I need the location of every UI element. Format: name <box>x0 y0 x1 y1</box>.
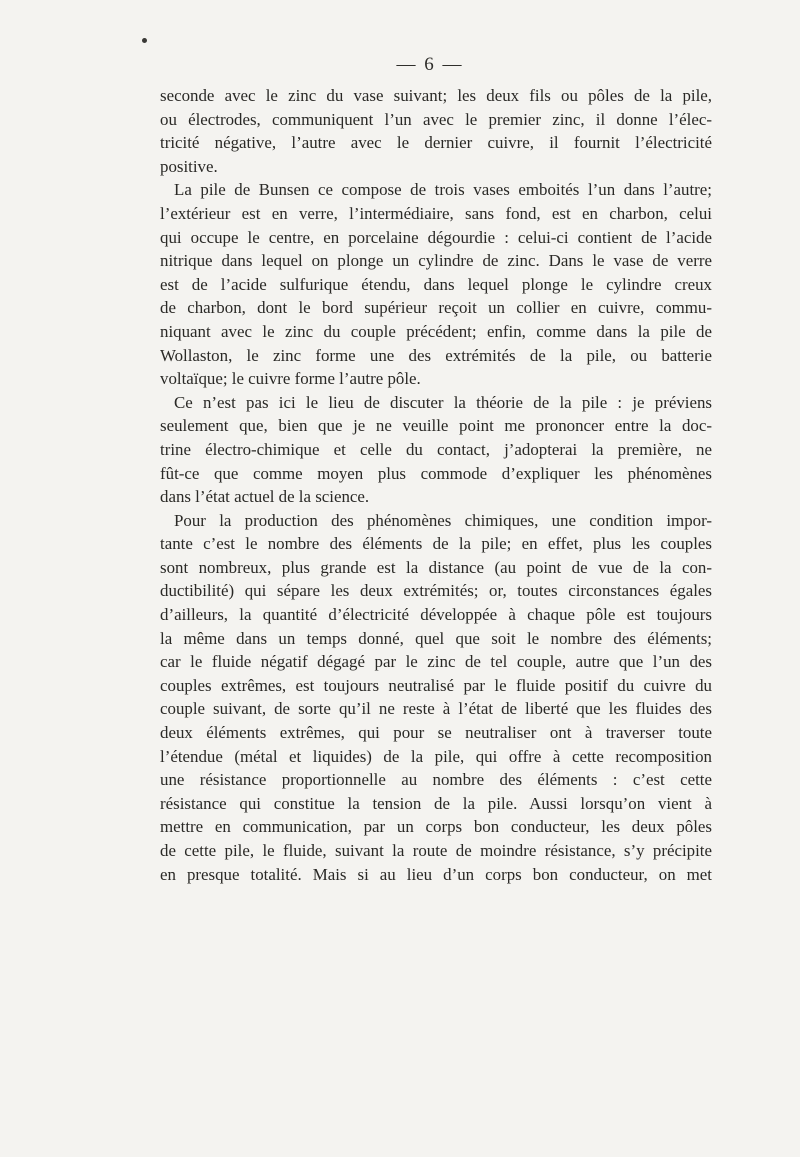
text-line: tante c’est le nombre des éléments de la pile; en effet, plus les couples <box>160 534 712 554</box>
text-line: la même dans un temps donné, quel que soit le nombre des éléments; <box>160 628 712 648</box>
text-line: résistance qui constitue la tension de la pile. Aussi lorsqu’on vient à <box>160 793 712 813</box>
text-line: sont nombreux, plus grande est la distance (au point de vue de la con- <box>160 557 712 577</box>
text-line: car le fluide négatif dégagé par le zinc de tel couple, autre que l’un des <box>160 652 712 672</box>
text-line: d’ailleurs, la quantité d’électricité développée à chaque pôle est toujours <box>160 605 712 625</box>
text-line: l’extérieur est en verre, l’intermédiaire, sans fond, est en charbon, celui <box>160 203 712 223</box>
text-line: niquant avec le zinc du couple précédent; enfin, comme dans la pile de <box>160 321 712 341</box>
text-line: deux éléments extrêmes, qui pour se neutraliser ont à traverser toute <box>160 723 712 743</box>
text-line: trine électro-chimique et celle du contact, j’adopterai la première, ne <box>160 439 712 459</box>
text-line: tricité négative, l’autre avec le dernier cuivre, il fournit l’électricité <box>160 133 712 153</box>
paragraph-3 <box>160 391 712 509</box>
text-line: de charbon, dont le bord supérieur reçoit un collier en cuivre, commu- <box>160 298 712 318</box>
paragraph-2 <box>160 178 712 390</box>
text-line: couple suivant, de sorte qu’il ne reste à l’état de liberté que les fluides des <box>160 699 712 719</box>
text-line: Wollaston, le zinc forme une des extrémités de la pile, ou batterie <box>160 345 712 365</box>
ink-speck <box>142 38 147 43</box>
text-line: voltaïque; le cuivre forme l’autre pôle. <box>160 369 421 389</box>
text-line: de cette pile, le fluide, suivant la route de moindre résistance, s’y précipite <box>160 841 712 860</box>
text-line: seulement que, bien que je ne veuille point me prononcer entre la doc- <box>160 416 712 436</box>
text-line: seconde avec le zinc du vase suivant; les deux fils ou pôles de la pile, <box>160 86 712 105</box>
body-text <box>160 84 712 886</box>
text-line: en presque totalité. Mais si au lieu d’un corps bon conducteur, on met <box>160 864 712 884</box>
text-line: ou électrodes, communiquent l’un avec le premier zinc, il donne l’élec- <box>160 109 712 129</box>
page-number: — 6 — <box>396 54 464 75</box>
text-line: ductibilité) qui sépare les deux extrémités; or, toutes circonstances égales <box>160 581 712 601</box>
paragraph-4 <box>160 509 712 887</box>
text-line: Ce n’est pas ici le lieu de discuter la théorie de la pile : je préviens <box>174 392 712 412</box>
text-line: l’étendue (métal et liquides) de la pile, qui offre à cette recomposition <box>160 746 712 766</box>
text-line: dans l’état actuel de la science. <box>160 487 370 507</box>
text-line: Pour la production des phénomènes chimiques, une condition impor- <box>174 510 712 530</box>
text-line: qui occupe le centre, en porcelaine dégourdie : celui-ci contient de l’acide <box>160 227 712 247</box>
text-line: nitrique dans lequel on plonge un cylindre de zinc. Dans le vase de verre <box>160 251 712 271</box>
text-line: mettre en communication, par un corps bon conducteur, les deux pôles <box>160 817 712 837</box>
text-line: est de l’acide sulfurique étendu, dans lequel plonge le cylindre creux <box>160 274 712 294</box>
text-line: fût-ce que comme moyen plus commode d’expliquer les phénomènes <box>160 463 712 483</box>
text-line: positive. <box>160 156 218 176</box>
text-line: La pile de Bunsen ce compose de trois vases emboités l’un dans l’autre; <box>174 180 712 200</box>
text-line: une résistance proportionnelle au nombre des éléments : c’est cette <box>160 770 712 790</box>
paragraph-1 <box>160 84 712 178</box>
text-line: couples extrêmes, est toujours neutralisé par le fluide positif du cuivre du <box>160 675 712 695</box>
